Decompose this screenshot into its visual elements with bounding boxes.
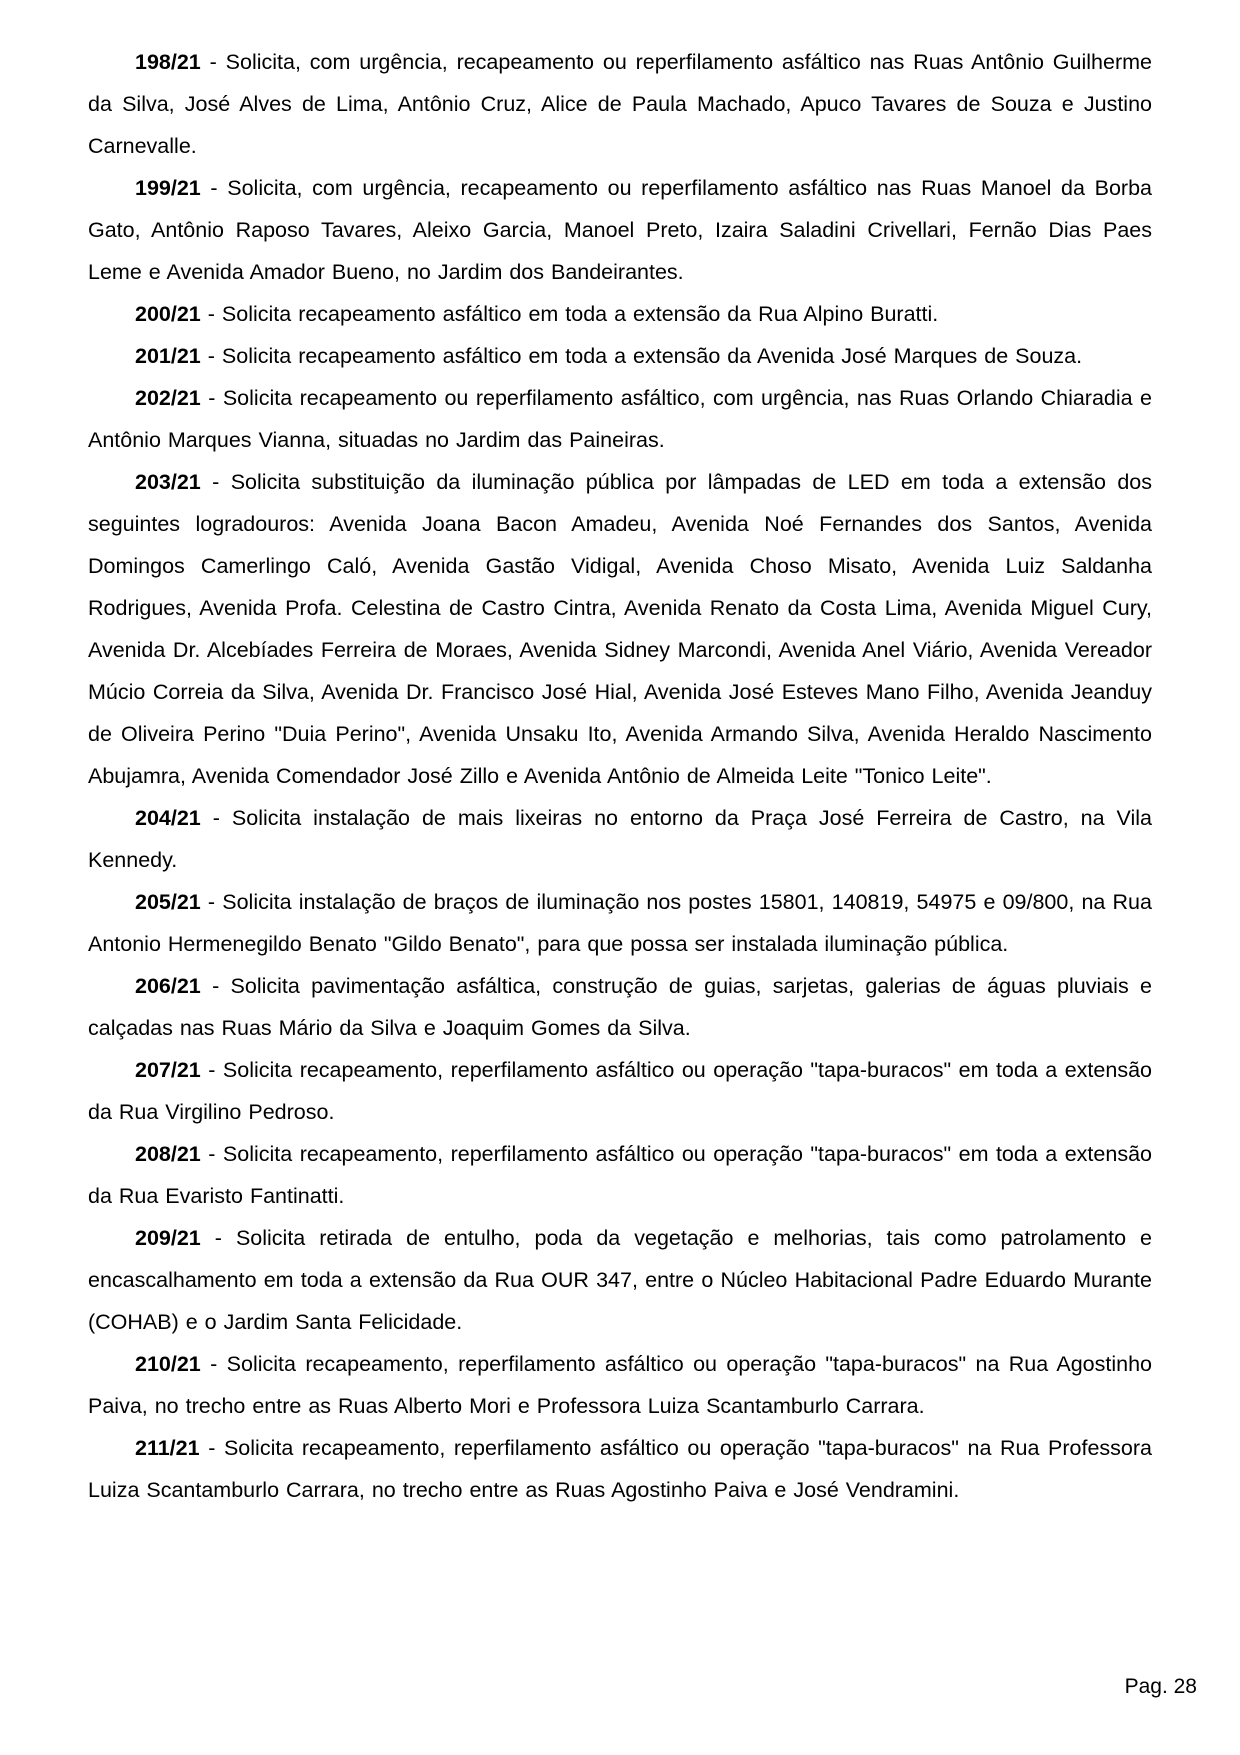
request-item: [88, 335, 1152, 377]
item-separator: -: [210, 1352, 218, 1376]
item-separator: -: [208, 1142, 216, 1166]
request-item: [88, 1343, 1152, 1427]
item-number: 200/21: [135, 302, 201, 326]
item-number: 204/21: [135, 806, 201, 830]
item-separator: -: [210, 176, 218, 200]
request-item: [88, 377, 1152, 461]
item-text: Solicita instalação de braços de iluminação nos postes 15801, 140819, 54975 e 09/800, na Rua Antonio Hermenegildo Benato "Gildo Benato", para que possa ser instalada iluminação pública.: [88, 890, 1152, 956]
item-separator: -: [214, 1226, 222, 1250]
item-text: Solicita recapeamento, reperfilamento asfáltico ou operação "tapa-buracos" na Rua Professora Luiza Scantamburlo Carrara, no trecho entre as Ruas Agostinho Paiva e José Vendramini.: [88, 1436, 1152, 1502]
request-item: [88, 41, 1152, 167]
item-text: Solicita retirada de entulho, poda da vegetação e melhorias, tais como patrolamento e encascalhamento em toda a extensão da Rua OUR 347, entre o Núcleo Habitacional Padre Eduardo Murante (COHAB) e o Jardim Santa Felicidade.: [88, 1226, 1152, 1334]
item-separator: -: [212, 806, 220, 830]
item-text: Solicita recapeamento asfáltico em toda a extensão da Rua Alpino Buratti.: [221, 302, 939, 326]
item-number: 198/21: [135, 50, 201, 74]
item-separator: -: [208, 1058, 216, 1082]
item-separator: -: [207, 890, 216, 914]
item-text: Solicita recapeamento asfáltico em toda a extensão da Avenida José Marques de Souza.: [221, 344, 1083, 368]
item-text: Solicita recapeamento ou reperfilamento asfáltico, com urgência, nas Ruas Orlando Chiaradia e Antônio Marques Vianna, situadas no Jardim das Paineiras.: [88, 386, 1153, 452]
item-separator: -: [207, 344, 215, 368]
item-separator: -: [208, 1436, 216, 1460]
item-separator: -: [209, 50, 217, 74]
item-text: Solicita, com urgência, recapeamento ou reperfilamento asfáltico nas Ruas Antônio Guilherme da Silva, José Alves de Lima, Antônio Cruz, Alice de Paula Machado, Apuco Tavares de Souza e Justino Carnevalle.: [88, 50, 1152, 158]
request-item: [88, 1049, 1152, 1133]
item-text: Solicita recapeamento, reperfilamento asfáltico ou operação "tapa-buracos" em toda a extensão da Rua Evaristo Fantinatti.: [88, 1142, 1152, 1208]
item-number: 203/21: [135, 470, 201, 494]
item-text: Solicita recapeamento, reperfilamento asfáltico ou operação "tapa-buracos" em toda a extensão da Rua Virgilino Pedroso.: [88, 1058, 1152, 1124]
item-text: Solicita, com urgência, recapeamento ou reperfilamento asfáltico nas Ruas Manoel da Borba Gato, Antônio Raposo Tavares, Aleixo Garcia, Manoel Preto, Izaira Saladini Crivellari, Fernão Dias Paes Leme e Avenida Amador Bueno, no Jardim dos Bandeirantes.: [88, 176, 1152, 284]
request-item: [88, 1427, 1152, 1511]
request-item: [88, 167, 1152, 293]
request-item: [88, 1133, 1152, 1217]
item-text: Solicita pavimentação asfáltica, construção de guias, sarjetas, galerias de águas pluviais e calçadas nas Ruas Mário da Silva e Joaquim Gomes da Silva.: [88, 974, 1152, 1040]
item-text: Solicita recapeamento, reperfilamento asfáltico ou operação "tapa-buracos" na Rua Agostinho Paiva, no trecho entre as Ruas Alberto Mori e Professora Luiza Scantamburlo Carrara.: [88, 1352, 1152, 1418]
item-separator: -: [207, 302, 215, 326]
item-separator: -: [212, 470, 220, 494]
document-body: [88, 41, 1152, 1511]
item-text: Solicita instalação de mais lixeiras no entorno da Praça José Ferreira de Castro, na Vila Kennedy.: [88, 806, 1153, 872]
item-number: 201/21: [135, 344, 201, 368]
item-number: 209/21: [135, 1226, 201, 1250]
item-number: 199/21: [135, 176, 201, 200]
request-item: [88, 965, 1152, 1049]
item-separator: -: [212, 974, 220, 998]
item-number: 211/21: [135, 1436, 200, 1460]
item-number: 208/21: [135, 1142, 201, 1166]
request-item: [88, 461, 1152, 797]
request-item: [88, 293, 1152, 335]
item-number: 207/21: [135, 1058, 201, 1082]
item-text: Solicita substituição da iluminação pública por lâmpadas de LED em toda a extensão dos seguintes logradouros: Avenida Joana Bacon Amadeu, Avenida Noé Fernandes dos Santos, Avenida Domingos Camerlingo Caló, Avenida Gastão Vidigal, Avenida Choso Misato, Avenida Luiz Saldanha Rodrigues, Avenida Profa. Celestina de Castro Cintra, Avenida Renato da Costa Lima, Avenida Miguel Cury, Avenida Dr. Alcebíades Ferreira de Moraes, Avenida Sidney Marcondi, Avenida Anel Viário, Avenida Vereador Múcio Correia da Silva, Avenida Dr. Francisco José Hial, Avenida José Esteves Mano Filho, Avenida Jeanduy de Oliveira Perino "Duia Perino", Avenida Unsaku Ito, Avenida Armando Silva, Avenida Heraldo Nascimento Abujamra, Avenida Comendador José Zillo e Avenida Antônio de Almeida Leite "Tonico Leite".: [88, 470, 1152, 788]
request-item: [88, 1217, 1152, 1343]
item-number: 206/21: [135, 974, 201, 998]
item-separator: -: [208, 386, 216, 410]
item-number: 205/21: [135, 890, 201, 914]
request-item: [88, 881, 1152, 965]
item-number: 210/21: [135, 1352, 201, 1376]
item-number: 202/21: [135, 386, 201, 410]
request-item: [88, 797, 1152, 881]
page-number: Pag. 28: [1124, 1675, 1197, 1698]
